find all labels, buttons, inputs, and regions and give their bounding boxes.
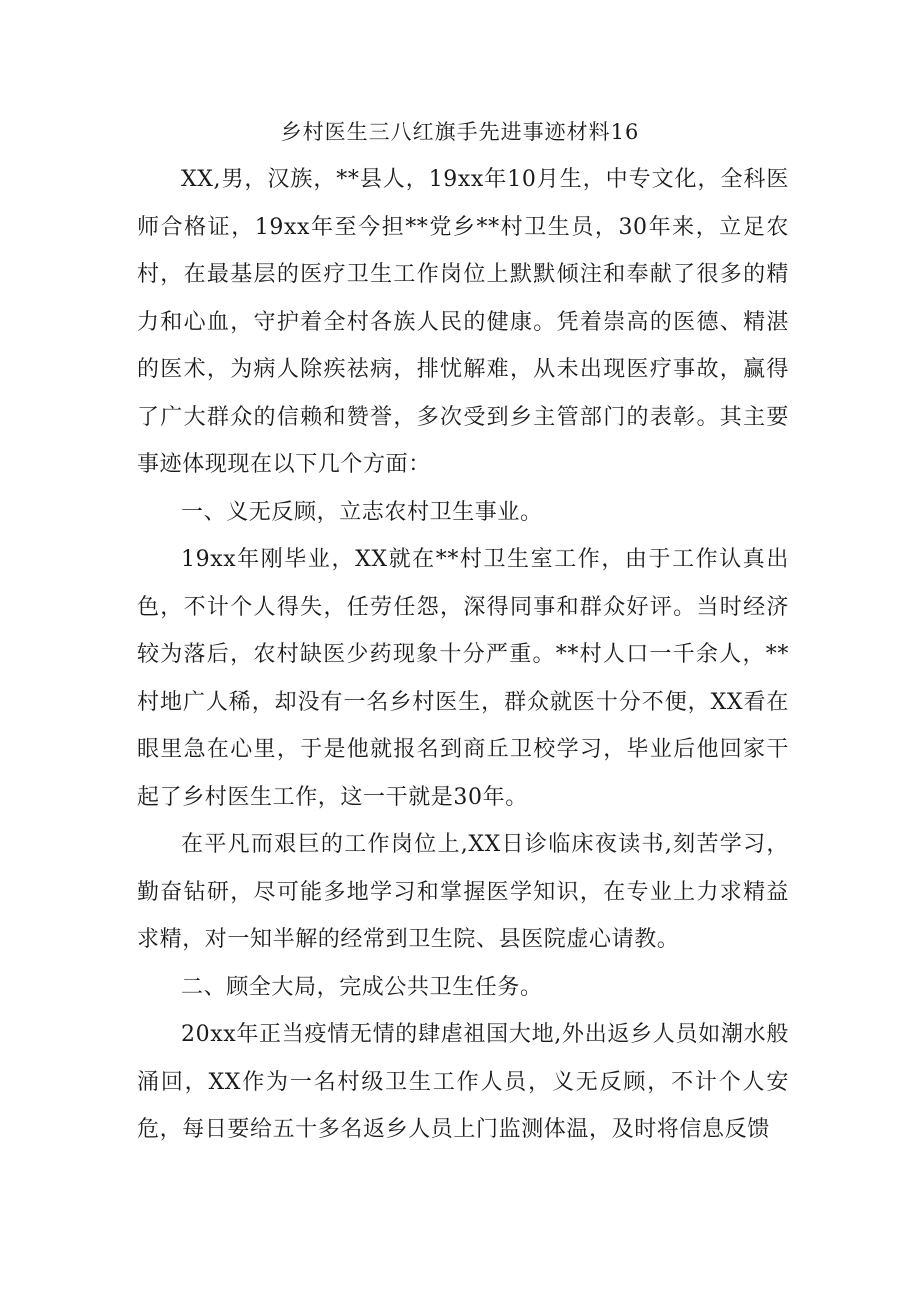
paragraph-study: 在平凡而艰巨的工作岗位上,XX日诊临床夜读书,刻苦学习，勤奋钻研，尽可能多地学习和掌握医学知识，在专业上力求精益求精，对一知半解的经常到卫生院、县医院虚心请教。 <box>137 832 789 952</box>
section-heading-1: 一、义无反顾，立志农村卫生事业。 <box>181 499 543 525</box>
document-body <box>137 156 789 1154</box>
paragraph-epidemic: 20xx年正当疫情无情的肆虐祖国大地,外出返乡人员如潮水般涌回，XX作为一名村级卫生工作人员，义无反顾，不计个人安危，每日要给五十多名返乡人员上门监测体温，及时将信息反馈 <box>137 1022 789 1142</box>
paragraph-intro: XX,男，汉族，**县人，19xx年10月生，中专文化，全科医师合格证，19xx年至今担**党乡**村卫生员，30年来，立足农村，在最基层的医疗卫生工作岗位上默默倾注和奉献了很多的精力和心血，守护着全村各族人民的健康。凭着崇高的医德、精湛的医术，为病人除疾祛病，排忧解难，从未出现医疗事故，赢得了广大群众的信赖和赞誉，多次受到乡主管部门的表彰。其主要事迹体现现在以下几个方面： <box>137 167 789 477</box>
section-heading-2: 二、顾全大局，完成公共卫生任务。 <box>181 974 543 1000</box>
paragraph-career-start: 19xx年刚毕业，XX就在**村卫生室工作，由于工作认真出色，不计个人得失，任劳任怨，深得同事和群众好评。当时经济较为落后，农村缺医少药现象十分严重。**村人口一千余人，**村地广人稀，却没有一名乡村医生，群众就医十分不便，XX看在眼里急在心里，于是他就报名到商丘卫校学习，毕业后他回家干起了乡村医生工作，这一干就是30年。 <box>137 547 789 810</box>
document-title: 乡村医生三八红旗手先进事迹材料16 <box>280 120 640 144</box>
